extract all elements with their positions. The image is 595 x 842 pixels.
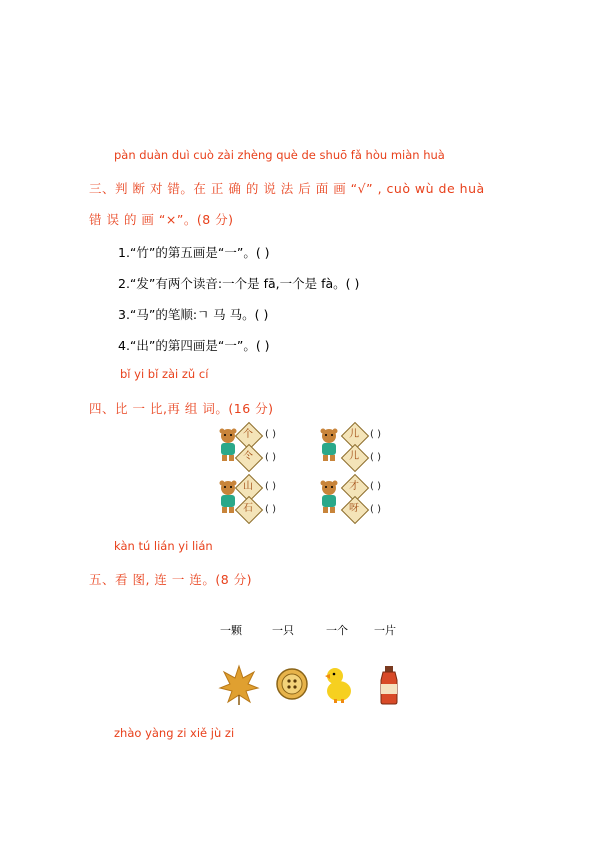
section3-heading-line1: 三、判 断 对 错。在 正 确 的 说 法 后 面 画 “√” , cuò wù de huà [89,181,485,196]
section4-heading: 四、比 一 比,再 组 词。(16 分) [89,401,274,416]
char-top: 儿 [349,429,359,440]
footer-pinyin: zhào yàng zi xiě jù zi [114,726,235,740]
question-3: 3.“马”的笔顺:ㄱ 马 马。( ) [118,307,269,322]
measure-word-4[interactable]: 一片 [374,624,396,637]
char-bottom: 石 [243,503,253,514]
char-top: 个 [243,429,253,440]
measure-word-3[interactable]: 一个 [326,624,348,637]
section5-heading: 五、看 图, 连 一 连。(8 分) [89,572,253,587]
char-bottom: 呀 [349,503,359,514]
bottle-icon[interactable] [377,664,401,706]
answer-blank[interactable]: ( ) [265,429,276,440]
section5-pinyin: kàn tú lián yi lián [114,539,213,553]
compare-group-4 [318,476,418,520]
char-top: 山 [243,481,253,492]
section4-pinyin: bǐ yi bǐ zài zǔ cí [120,367,209,381]
answer-blank[interactable]: ( ) [370,481,381,492]
bear-icon [318,480,340,514]
section3-pinyin: pàn duàn duì cuò zài zhèng què de shuō fǎ hòu miàn huà [114,148,445,162]
char-bottom: 儿 [349,451,359,462]
bear-icon [318,428,340,462]
question-4: 4.“出”的第四画是“一”。( ) [118,338,270,353]
answer-blank[interactable]: ( ) [370,504,381,515]
measure-word-2[interactable]: 一只 [272,624,294,637]
duckling-icon[interactable] [322,664,354,704]
answer-blank[interactable]: ( ) [265,481,276,492]
char-bottom: 仒 [243,451,253,462]
answer-blank[interactable]: ( ) [370,452,381,463]
answer-blank[interactable]: ( ) [265,452,276,463]
char-top: 才 [349,481,359,492]
answer-blank[interactable]: ( ) [265,504,276,515]
section3-heading-line2: 错 误 的 画 “×”。(8 分) [89,212,234,227]
question-1: 1.“竹”的第五画是“一”。( ) [118,245,270,260]
compare-group-1 [217,424,317,468]
answer-blank[interactable]: ( ) [370,429,381,440]
compare-group-2 [318,424,418,468]
maple-leaf-icon[interactable] [218,664,260,706]
compare-group-3 [217,476,317,520]
question-2: 2.“发”有两个读音:一个是 fā,一个是 fà。( ) [118,276,360,291]
measure-word-1[interactable]: 一颗 [220,624,242,637]
button-icon[interactable] [275,667,309,701]
